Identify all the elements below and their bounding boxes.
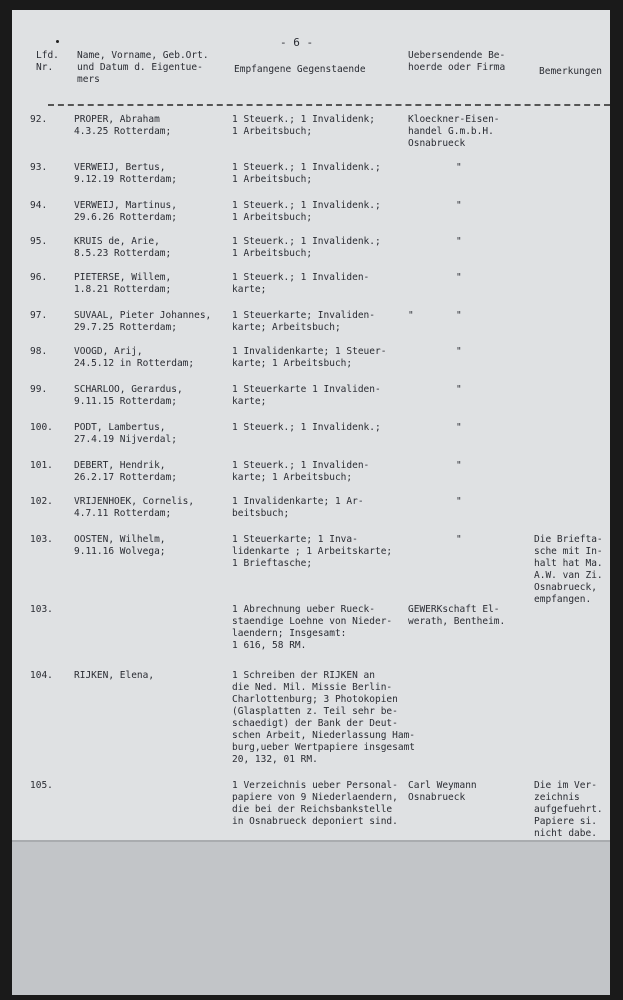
entry-number: 94. xyxy=(30,200,48,211)
entry-number: 100. xyxy=(30,422,53,433)
sending-authority: Kloeckner-Eisen- handel G.m.b.H. Osnabrueck xyxy=(408,114,500,149)
header-authority: Uebersendende Be- hoerde oder Firma xyxy=(408,50,506,73)
entry-number: 93. xyxy=(30,162,48,173)
sending-authority: " xyxy=(456,162,462,173)
sending-authority: " xyxy=(456,346,462,357)
owner-name: SUVAAL, Pieter Johannes, 29.7.25 Rotterdam; xyxy=(74,310,212,333)
entry-number: 103. xyxy=(30,534,53,545)
page-number: - 6 - xyxy=(280,36,314,49)
owner-name: PROPER, Abraham 4.3.25 Rotterdam; xyxy=(74,114,172,137)
sending-authority: " xyxy=(456,422,462,433)
received-items: 1 Steuerk.; 1 Invalidenk.; 1 Arbeitsbuch; xyxy=(232,200,381,223)
header-name: Name, Vorname, Geb.Ort. und Datum d. Eigentue- mers xyxy=(77,50,209,85)
owner-name: SCHARLOO, Gerardus, 9.11.15 Rotterdam; xyxy=(74,384,183,407)
header-remarks: Bemerkungen xyxy=(539,66,602,77)
received-items: 1 Steuerkarte 1 Invaliden- karte; xyxy=(232,384,381,407)
entry-number: 97. xyxy=(30,310,48,321)
entry-number: 98. xyxy=(30,346,48,357)
sending-authority: " xyxy=(456,310,462,321)
entry-number: 99. xyxy=(30,384,48,395)
received-items: 1 Steuerk.; 1 Invaliden- karte; xyxy=(232,272,370,295)
sending-authority: Carl Weymann Osnabrueck xyxy=(408,780,477,803)
document-page xyxy=(12,10,610,995)
entry-number: 95. xyxy=(30,236,48,247)
received-items: 1 Steuerkarte; Invaliden- karte; Arbeitsbuch; xyxy=(232,310,375,333)
owner-name: DEBERT, Hendrik, 26.2.17 Rotterdam; xyxy=(74,460,177,483)
header-items: Empfangene Gegenstaende xyxy=(234,64,366,75)
sending-authority: " xyxy=(456,272,462,283)
owner-name: RIJKEN, Elena, xyxy=(74,670,155,681)
received-items: 1 Abrechnung ueber Rueck- staendige Loehne von Nieder- laendern; Insgesamt: 1 616, 58 RM. xyxy=(232,604,393,651)
ditto-mark: " xyxy=(408,310,414,321)
received-items: 1 Steuerkarte; 1 Inva- lidenkarte ; 1 Arbeitskarte; 1 Brieftasche; xyxy=(232,534,393,569)
received-items: 1 Steuerk.; 1 Invaliden- karte; 1 Arbeitsbuch; xyxy=(232,460,370,483)
owner-name: KRUIS de, Arie, 8.5.23 Rotterdam; xyxy=(74,236,172,259)
entry-number: 92. xyxy=(30,114,48,125)
received-items: 1 Invalidenkarte; 1 Steuer- karte; 1 Arbeitsbuch; xyxy=(232,346,387,369)
sending-authority: " xyxy=(456,460,462,471)
remarks: Die im Ver- zeichnis aufgefuehrt. Papiere si. nicht dabe. xyxy=(534,780,603,839)
owner-name: PODT, Lambertus, 27.4.19 Nijverdal; xyxy=(74,422,177,445)
owner-name: VERWEIJ, Martinus, 29.6.26 Rotterdam; xyxy=(74,200,177,223)
owner-name: VRIJENHOEK, Cornelis, 4.7.11 Rotterdam; xyxy=(74,496,195,519)
owner-name: VERWEIJ, Bertus, 9.12.19 Rotterdam; xyxy=(74,162,177,185)
entry-number: 103. xyxy=(30,604,53,615)
received-items: 1 Invalidenkarte; 1 Ar- beitsbuch; xyxy=(232,496,364,519)
received-items: 1 Schreiben der RIJKEN an die Ned. Mil. Missie Berlin- Charlottenburg; 3 Photokopien (Glasplatten z. Teil sehr be- schaedigt) der Bank der Deut- schen Arbeit, Niederlassung Ham- burg,ueber Wertpapiere insgesamt 20, 132, 01 RM. xyxy=(232,670,416,765)
owner-name: OOSTEN, Wilhelm, 9.11.16 Wolvega; xyxy=(74,534,166,557)
page-lower-area xyxy=(12,842,610,995)
remarks: Die Briefta- sche mit In- halt hat Ma. A.W. van Zi. Osnabrueck, empfangen. xyxy=(534,534,603,605)
sending-authority: " xyxy=(456,236,462,247)
owner-name: PIETERSE, Willem, 1.8.21 Rotterdam; xyxy=(74,272,172,295)
entry-number: 102. xyxy=(30,496,53,507)
entry-number: 101. xyxy=(30,460,53,471)
sending-authority: GEWERKschaft El- werath, Bentheim. xyxy=(408,604,506,627)
sending-authority: " xyxy=(456,496,462,507)
entry-number: 104. xyxy=(30,670,53,681)
ink-dot xyxy=(56,40,59,43)
entry-number: 105. xyxy=(30,780,53,791)
received-items: 1 Steuerk.; 1 Invalidenk.; 1 Arbeitsbuch; xyxy=(232,236,381,259)
entry-number: 96. xyxy=(30,272,48,283)
received-items: 1 Steuerk.; 1 Invalidenk; 1 Arbeitsbuch; xyxy=(232,114,375,137)
received-items: 1 Steuerk.; 1 Invalidenk.; xyxy=(232,422,381,433)
header-rule xyxy=(48,104,610,106)
sending-authority: " xyxy=(456,384,462,395)
sending-authority: " xyxy=(456,534,462,545)
sending-authority: " xyxy=(456,200,462,211)
received-items: 1 Verzeichnis ueber Personal- papiere von 9 Niederlaendern, die bei der Reichsbankstelle in Osnabrueck deponiert sind. xyxy=(232,780,398,827)
received-items: 1 Steuerk.; 1 Invalidenk.; 1 Arbeitsbuch; xyxy=(232,162,381,185)
header-num: Lfd. Nr. xyxy=(36,50,59,73)
owner-name: VOOGD, Arij, 24.5.12 in Rotterdam; xyxy=(74,346,195,369)
